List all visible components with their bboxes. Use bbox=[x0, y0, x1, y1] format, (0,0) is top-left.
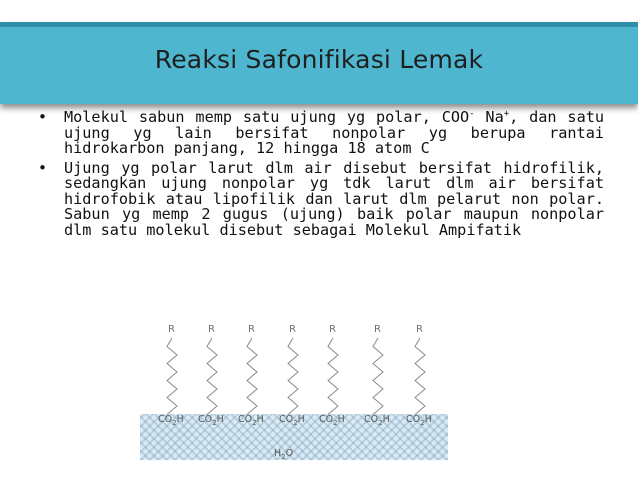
carboxyl-head-label: $CO_2H$ bbox=[279, 414, 305, 427]
bullet-item-1 bbox=[38, 110, 604, 157]
soap-molecule-figure bbox=[140, 322, 460, 462]
chain-7 bbox=[415, 338, 425, 415]
title-bar bbox=[0, 22, 638, 104]
water-label: $H_2O$ bbox=[274, 448, 294, 461]
chain-r-label: R bbox=[289, 324, 296, 335]
chain-1 bbox=[167, 338, 177, 415]
carboxyl-head-label: $CO_2H$ bbox=[158, 414, 184, 427]
carboxyl-head-label: $CO_2H$ bbox=[198, 414, 224, 427]
bullet-1-sup-minus: - bbox=[469, 108, 475, 119]
carboxyl-head-label: $CO_2H$ bbox=[238, 414, 264, 427]
chain-r-label: R bbox=[208, 324, 215, 335]
chain-5 bbox=[328, 338, 338, 415]
bullet-1-text-a: Molekul sabun memp satu ujung yg polar, COO bbox=[64, 108, 470, 126]
chain-2 bbox=[207, 338, 217, 415]
bullet-1-sup-plus: + bbox=[503, 108, 510, 119]
slide-body bbox=[38, 110, 604, 242]
bullet-item-2 bbox=[38, 158, 604, 239]
chain-r-label: R bbox=[248, 324, 255, 335]
chain-r-label: R bbox=[329, 324, 336, 335]
carboxyl-head-label: $CO_2H$ bbox=[406, 414, 432, 427]
carboxyl-head-label: $CO_2H$ bbox=[319, 414, 345, 427]
hydrocarbon-chains bbox=[140, 322, 460, 422]
chain-3 bbox=[247, 338, 257, 415]
chain-4 bbox=[288, 338, 298, 415]
chain-6 bbox=[373, 338, 383, 415]
chain-r-label: R bbox=[416, 324, 423, 335]
chain-r-label: R bbox=[168, 324, 175, 335]
bullet-1-text-c: , dan satu ujung yg lain bersifat nonpolar yg berupa rantai hidrokarbon panjang, 12 hingga 18 atom C bbox=[64, 108, 604, 157]
carboxyl-head-label: $CO_2H$ bbox=[364, 414, 390, 427]
bullet-1-text-b: Na bbox=[474, 108, 504, 126]
bullet-2-text: Ujung yg polar larut dlm air disebut bersifat hidrofilik, sedangkan ujung nonpolar yg tdk larut dlm air bersifat hidrofobik atau lipofilik dan larut dlm pelarut non polar. Sabun yg memp 2 gugus (ujung) baik polar maupun nonpolar dlm satu molekul disebut sebagai Molekul Ampifatik bbox=[64, 158, 604, 239]
chain-r-label: R bbox=[374, 324, 381, 335]
slide-title: Reaksi Safonifikasi Lemak bbox=[154, 45, 484, 74]
